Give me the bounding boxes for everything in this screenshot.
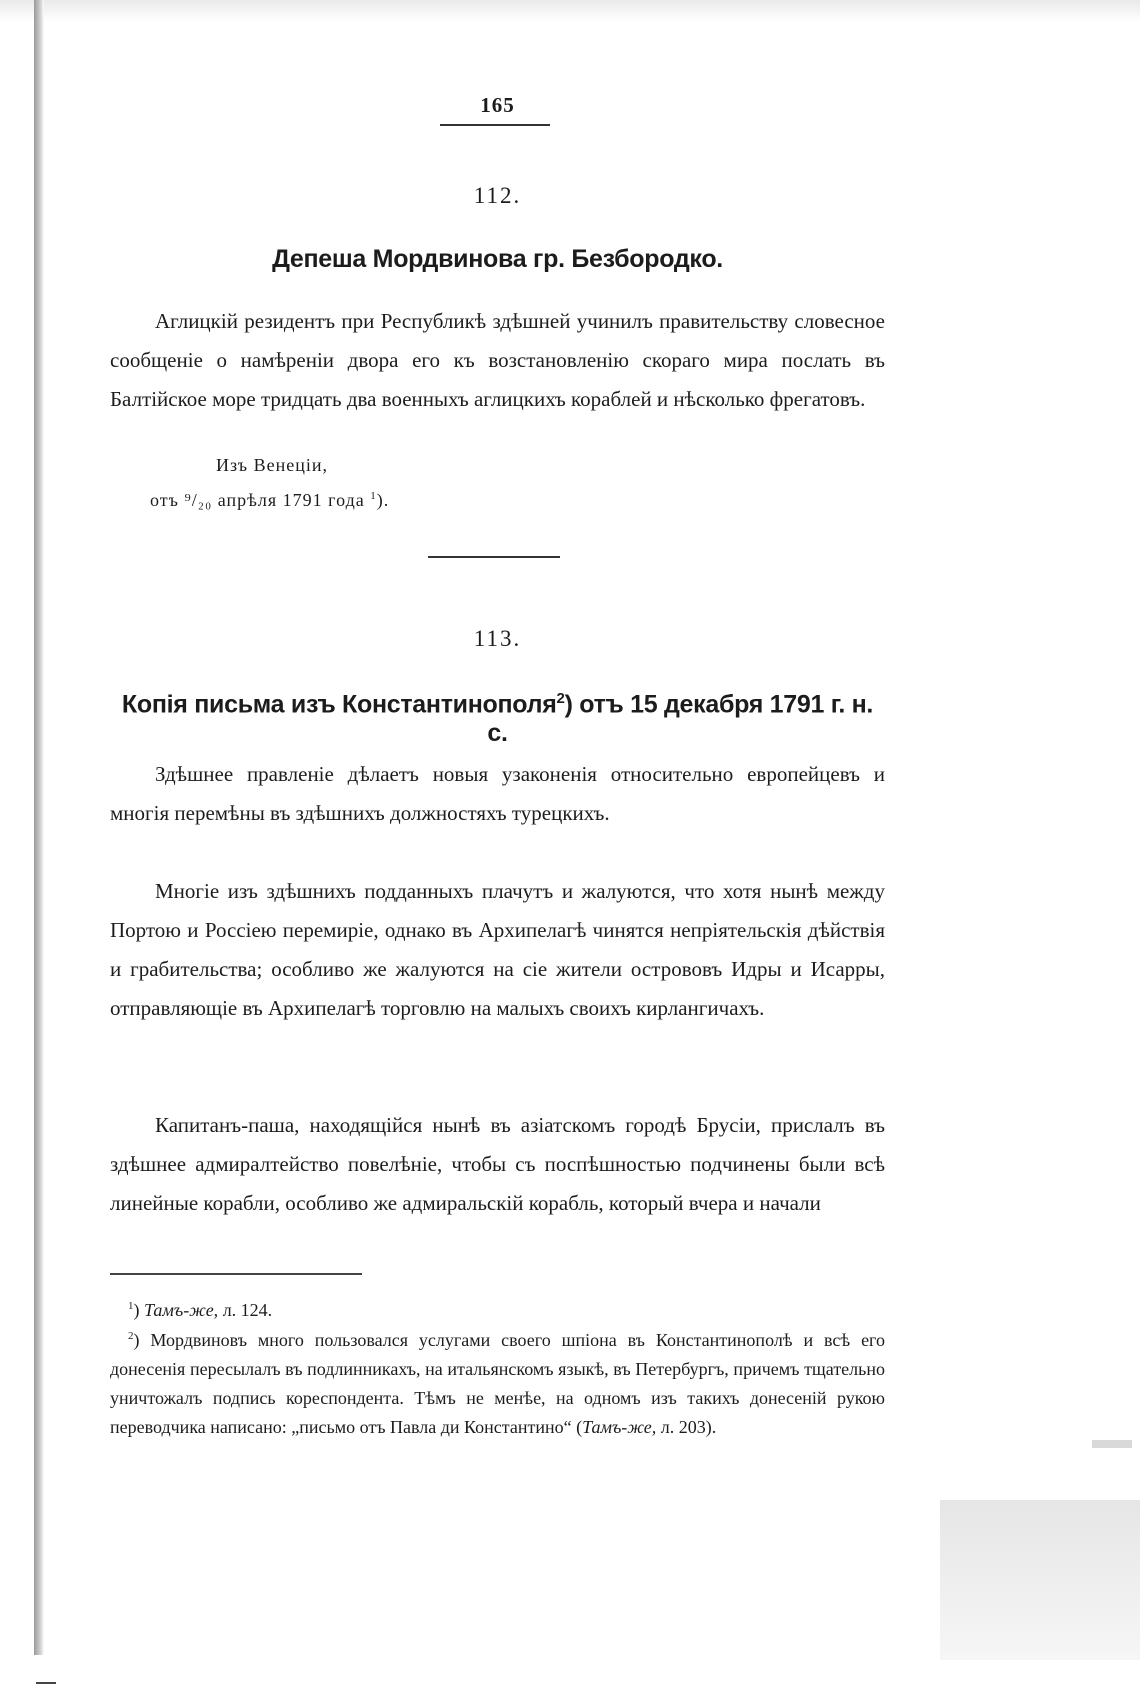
footnote-1-source: Тамъ-же, [144,1300,219,1320]
footnote-1-text: л. 124. [222,1300,273,1320]
doc-113-paragraph-1: Здѣшнее правленіе дѣлаетъ новыя узаконенія относительно европейцевъ и многія перемѣны въ здѣшнихъ должностяхъ турецкихъ. [110,762,885,825]
doc-112-date [150,490,389,511]
doc-113-paragraph-3: Капитанъ-паша, находящійся нынѣ въ азіатскомъ городѣ Брусіи, прислалъ въ здѣшнее адмиралтейство повелѣніе, чтобы съ поспѣшностью подчинены были всѣ линейные корабли, особливо же адмиральскій корабль, который вчера и начали [110,1113,885,1215]
footnote-1: $^1$) Тамъ-же, л. 124. [128,1300,273,1320]
doc-112-date-end: ). [376,490,390,510]
page-number: 165 [480,93,515,117]
scan-shadow-corner [940,1500,1140,1660]
doc-112-date-suffix: апрѣля 1791 года [217,490,365,510]
scan-edge-mark [36,1682,56,1684]
footnote-2-text: Мордвиновъ много пользовался услугами своего шпіона въ Константинополѣ и всѣ его донесенія пересылалъ въ подлинникахъ, на итальянскомъ языкѣ, въ Петербургъ, причемъ тщательно уничтожалъ подпись кореспондента. Тѣмъ не менѣе, на одномъ изъ такихъ донесеній рукою переводчика написано: „письмо отъ Павла ди Константино“ ( [110,1330,885,1437]
doc-112-paragraph: Аглицкій резидентъ при Республикѣ здѣшней учинилъ правительству словесное сообщеніе о намѣреніи двора его къ возстановленію скораго мира послать въ Балтійское море тридцать два военныхъ аглицкихъ кораблей и нѣсколько фрегатовъ. [110,309,885,411]
doc-112-place: Изъ Венеціи, [216,455,328,475]
footnote-1-marker: 1 [128,1300,134,1312]
scan-edge-mark [1092,1440,1132,1448]
book-page [110,0,885,1702]
doc-112-date-prefix: отъ [150,490,179,510]
footnote-2-marker: 2 [128,1330,134,1342]
doc-112-number: 112. [473,183,522,208]
doc-112-title: Депеша Мордвинова гр. Безбородко. [272,245,723,273]
section-separator [428,556,560,558]
footnote-ref-1[interactable]: 1 [370,490,377,502]
doc-113-paragraph-2: Многіе изъ здѣшнихъ подданныхъ плачутъ и жалуются, что хотя нынѣ между Портою и Россіею перемиріе, однако въ Архипелагѣ чинятся непріятельскія дѣйствія и грабительства; особливо же жалуются на сіе жители острововъ Идры и Исарры, отправляющіе въ Архипелагѣ торговлю на малыхъ своихъ кирлангичахъ. [110,879,885,1020]
doc-112-date-fraction: ⁹/₂₀ [184,490,213,510]
page-number-rule [440,124,550,126]
doc-113-title-part2: ) отъ 15 декабря 1791 г. н. с. [487,690,874,748]
footnote-2-source: Тамъ-же, [582,1417,657,1437]
doc-113-title-part1: Копія письма изъ Константинополя [121,690,557,719]
footnote-2-end: л. 203). [660,1417,717,1437]
scan-binding-edge [34,0,44,1655]
footnote-ref-2[interactable]: 2 [556,690,565,707]
doc-113-title [110,690,885,748]
footnote-2: $^2$) Мордвиновъ много пользовался услугами своего шпіона въ Константинополѣ и всѣ его донесенія пересылалъ въ подлинникахъ, на итальянскомъ языкѣ, въ Петербургъ, причемъ тщательно уничтожалъ подпись кореспондента. Тѣмъ не менѣе, на одномъ изъ такихъ донесеній рукою переводчика написано: „письмо отъ Павла ди Константино“ (Тамъ-же, л. 203). [110,1330,885,1437]
footnote-rule [110,1273,362,1275]
doc-113-number: 113. [473,626,522,651]
